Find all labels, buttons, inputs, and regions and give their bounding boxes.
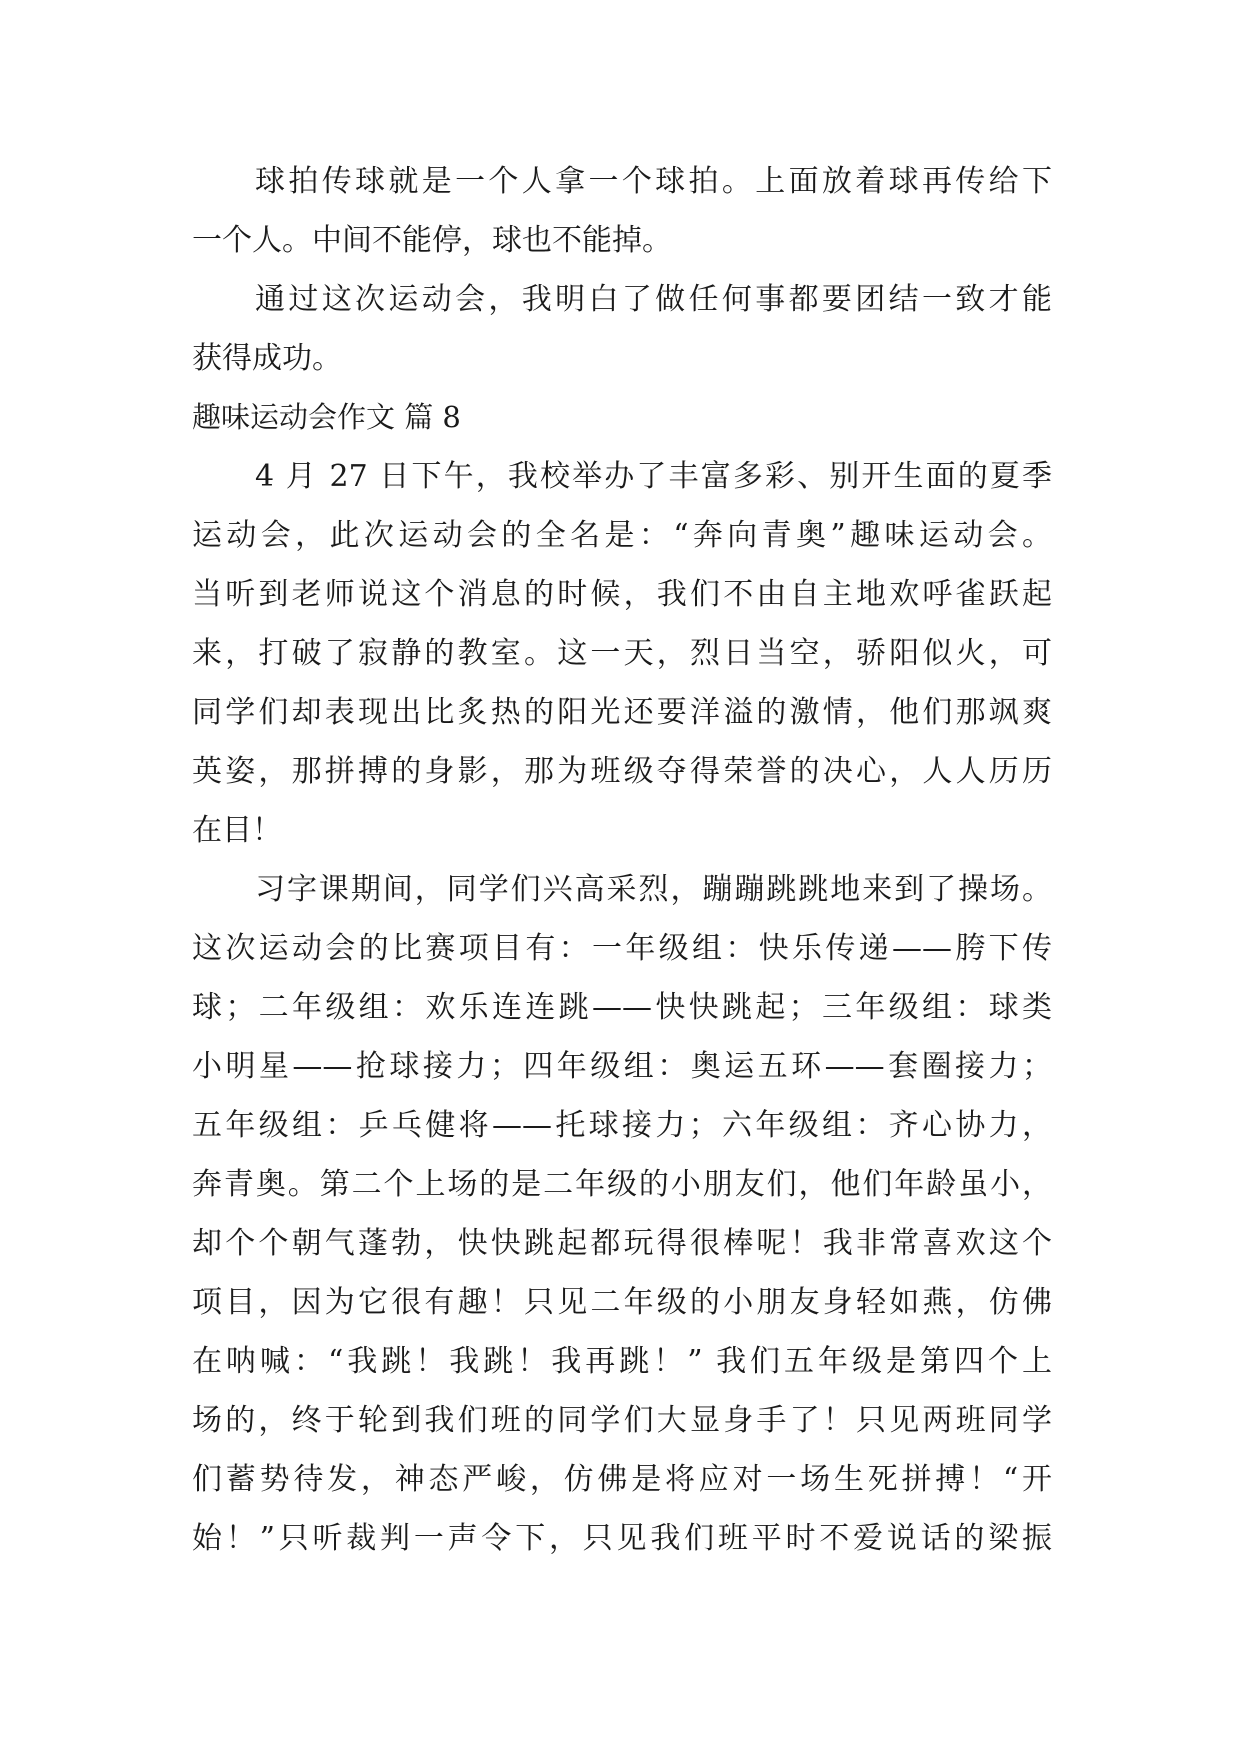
- paragraph-line: 奔青奥。第二个上场的是二年级的小朋友们，他们年龄虽小，: [192, 1167, 1052, 1202]
- paragraph-line: 小明星——抢球接力；四年级组：奥运五环——套圈接力；: [192, 1049, 1052, 1084]
- paragraph-line: 项目，因为它很有趣！只见二年级的小朋友身轻如燕，仿佛: [192, 1285, 1052, 1320]
- paragraph-line: 却个个朝气蓬勃，快快跳起都玩得很棒呢！我非常喜欢这个: [192, 1226, 1052, 1261]
- paragraph-line: 当听到老师说这个消息的时候，我们不由自主地欢呼雀跃起: [192, 577, 1052, 612]
- paragraph-line: 运动会，此次运动会的全名是：“奔向青奥”趣味运动会。: [192, 518, 1052, 553]
- paragraph-line: 4 月 27 日下午，我校举办了丰富多彩、别开生面的夏季: [255, 459, 1052, 494]
- paragraph-line: 们蓄势待发，神态严峻，仿佛是将应对一场生死拼搏！“开: [192, 1462, 1052, 1497]
- paragraph-line: 场的，终于轮到我们班的同学们大显身手了！只见两班同学: [192, 1403, 1052, 1438]
- paragraph-line: 球拍传球就是一个人拿一个球拍。上面放着球再传给下: [255, 164, 1052, 199]
- paragraph-line: 来，打破了寂静的教室。这一天，烈日当空，骄阳似火，可: [192, 636, 1052, 671]
- paragraph-line: 习字课期间，同学们兴高采烈，蹦蹦跳跳地来到了操场。: [255, 872, 1052, 907]
- paragraph-line: 获得成功。: [192, 341, 342, 376]
- paragraph-line: 在呐喊：“我跳！我跳！我再跳！” 我们五年级是第四个上: [192, 1344, 1052, 1379]
- paragraph-line: 五年级组：乒乓健将——托球接力；六年级组：齐心协力，: [192, 1108, 1052, 1143]
- document-body: [192, 152, 1052, 1568]
- paragraph-line: 英姿，那拼搏的身影，那为班级夺得荣誉的决心，人人历历: [192, 754, 1052, 789]
- paragraph-line: 球；二年级组：欢乐连连跳——快快跳起；三年级组：球类: [192, 990, 1052, 1025]
- paragraph-line: 在目！: [192, 813, 282, 848]
- paragraph-line: 通过这次运动会，我明白了做任何事都要团结一致才能: [255, 282, 1052, 317]
- paragraph-line: 同学们却表现出比炙热的阳光还要洋溢的激情，他们那飒爽: [192, 695, 1052, 730]
- paragraph-line: 一个人。中间不能停，球也不能掉。: [192, 223, 672, 258]
- paragraph-line: 始！”只听裁判一声令下，只见我们班平时不爱说话的梁振: [192, 1521, 1052, 1556]
- paragraph-line: 这次运动会的比赛项目有：一年级组：快乐传递——胯下传: [192, 931, 1052, 966]
- section-heading: 趣味运动会作文 篇 8: [192, 400, 461, 434]
